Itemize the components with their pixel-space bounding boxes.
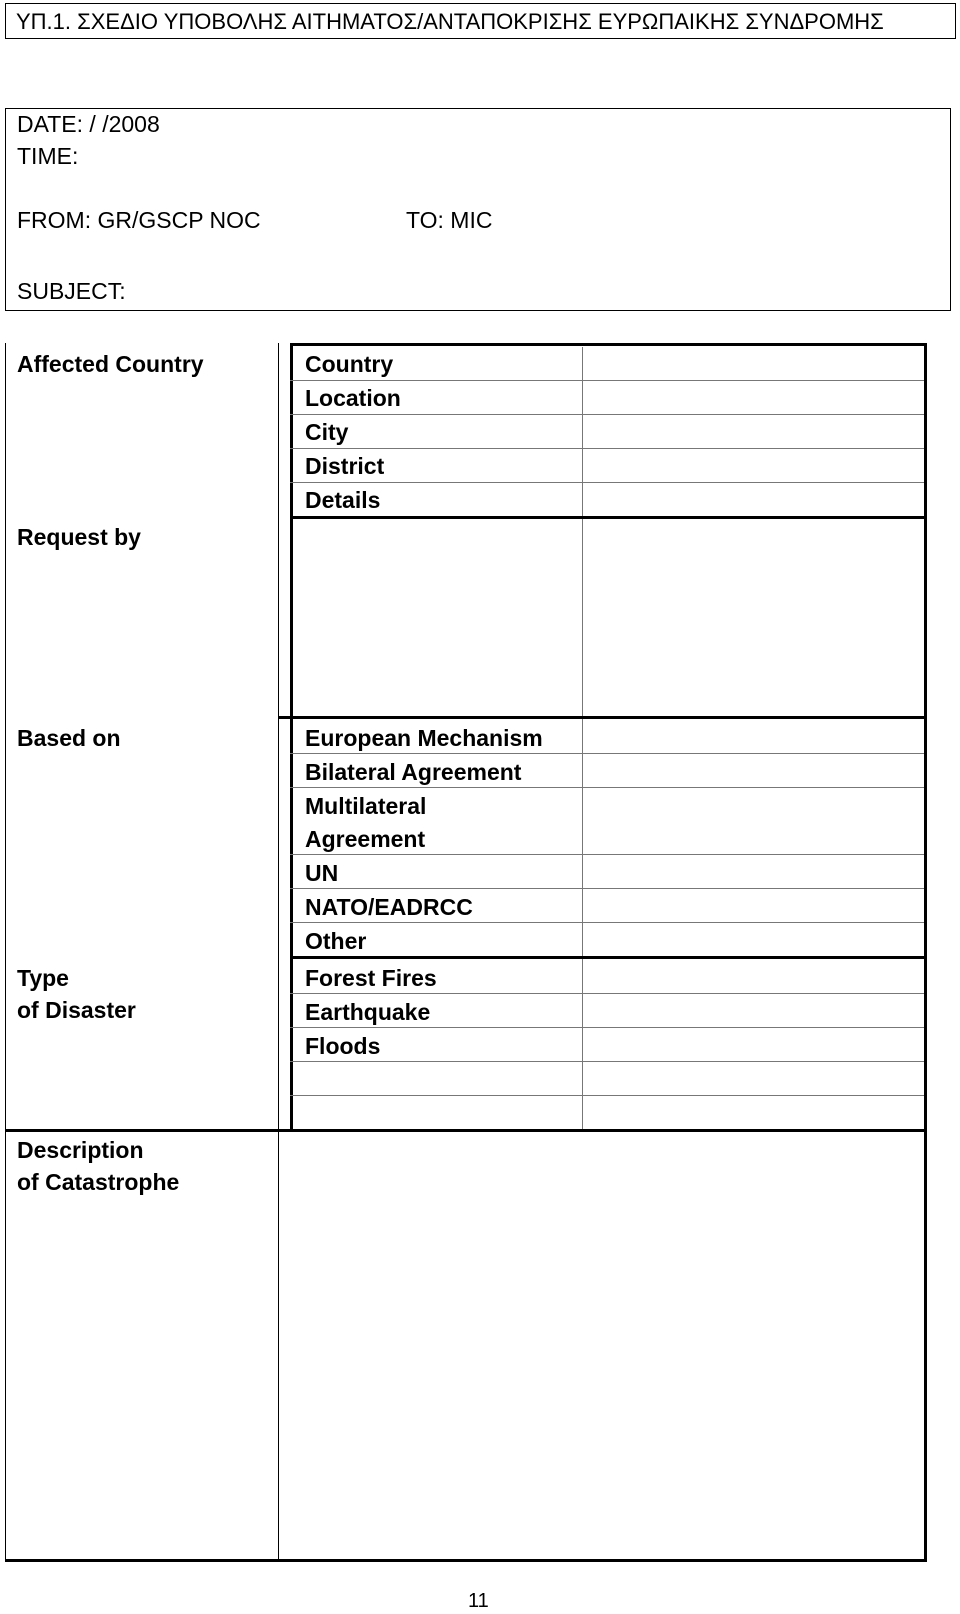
grid-label-divider [278,343,279,1561]
item-location: Location [305,385,401,411]
row-divider [278,1130,292,1131]
item-details: Details [305,487,381,513]
grid-bottom-border [5,1559,927,1562]
description-label-2: of Catastrophe [17,1169,180,1195]
based-on-label: Based on [17,725,121,751]
item-european-mechanism: European Mechanism [305,725,543,751]
item-floods: Floods [305,1033,381,1059]
item-nato-eadrcc: NATO/EADRCC [305,894,473,920]
item-bilateral-agreement: Bilateral Agreement [305,759,522,785]
item-district: District [305,453,385,479]
from-field: FROM: GR/GSCP NOC [17,207,261,233]
row-divider [290,888,924,889]
to-field: TO: MIC [406,207,493,233]
document-title-box [5,3,956,39]
section-divider [278,716,927,719]
date-field: DATE: / /2008 [17,111,160,137]
item-city: City [305,419,349,445]
item-earthquake: Earthquake [305,999,431,1025]
item-forest-fires: Forest Fires [305,965,437,991]
grid-top-border [290,343,927,346]
item-multilateral: Multilateral [305,793,427,819]
grid-value-divider [582,347,583,1130]
grid-right-border [924,343,927,1561]
grid-content-left-border [290,343,293,1130]
description-label-1: Description [17,1137,144,1163]
subject-field: SUBJECT: [17,278,126,304]
request-by-label: Request by [17,524,141,550]
row-divider [290,1061,924,1062]
section-divider [290,956,927,959]
item-other: Other [305,928,367,954]
item-agreement: Agreement [305,826,426,852]
row-divider [290,482,924,483]
page-number: 11 [468,1590,489,1612]
type-of-disaster-label-1: Type [17,965,69,991]
type-of-disaster-label-2: of Disaster [17,997,136,1023]
section-divider [290,516,927,519]
section-divider [5,1129,927,1132]
item-un: UN [305,860,339,886]
affected-country-label: Affected Country [17,351,204,377]
document-title: ΥΠ.1. ΣΧΕΔΙΟ ΥΠΟΒΟΛΗΣ ΑΙΤΗΜΑΤΟΣ/ΑΝΤΑΠΟΚΡΙΣΗΣ ΕΥΡΩΠΑΙΚΗΣ ΣΥΝΔΡΟΜΗΣ [16,9,884,34]
row-divider [290,448,924,449]
row-divider [290,1095,924,1096]
grid-left-border [5,343,6,1561]
item-country: Country [305,351,394,377]
time-field: TIME: [17,143,79,169]
